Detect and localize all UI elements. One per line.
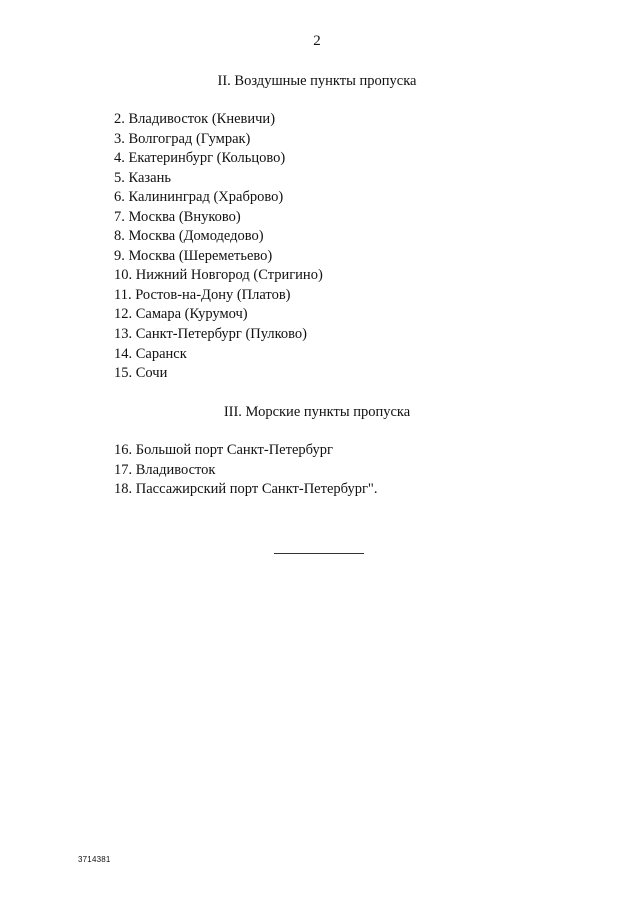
end-divider [274, 553, 364, 554]
list-item: 8. Москва (Домодедово) [114, 228, 264, 245]
list-item: 3. Волгоград (Гумрак) [114, 130, 251, 147]
list-item: 5. Казань [114, 169, 171, 186]
air-checkpoint-list [114, 110, 323, 384]
list-item: 4. Екатеринбург (Кольцово) [114, 150, 286, 167]
list-item: 6. Калининград (Храброво) [114, 189, 284, 206]
list-item: 13. Санкт-Петербург (Пулково) [114, 326, 307, 343]
list-item: 17. Владивосток [114, 461, 216, 478]
list-item: 11. Ростов-на-Дону (Платов) [114, 286, 291, 303]
page-number: 2 [313, 33, 321, 49]
list-item: 16. Большой порт Санкт-Петербург [114, 442, 333, 458]
list-item: 18. Пассажирский порт Санкт-Петербург". [114, 481, 378, 498]
list-item: 14. Саранск [114, 345, 187, 362]
list-item: 2. Владивосток (Кневичи) [114, 111, 276, 127]
list-item: 15. Сочи [114, 365, 168, 382]
list-item: 12. Самара (Курумоч) [114, 306, 248, 323]
sea-section-heading: III. Морские пункты пропуска [223, 404, 411, 420]
list-item: 7. Москва (Внуково) [114, 208, 241, 225]
document-code: 3714381 [78, 855, 111, 864]
list-item: 9. Москва (Шереметьево) [114, 247, 273, 264]
sea-checkpoint-list [114, 441, 377, 500]
list-item: 10. Нижний Новгород (Стригино) [114, 267, 323, 284]
air-section-heading: II. Воздушные пункты пропуска [217, 73, 417, 89]
